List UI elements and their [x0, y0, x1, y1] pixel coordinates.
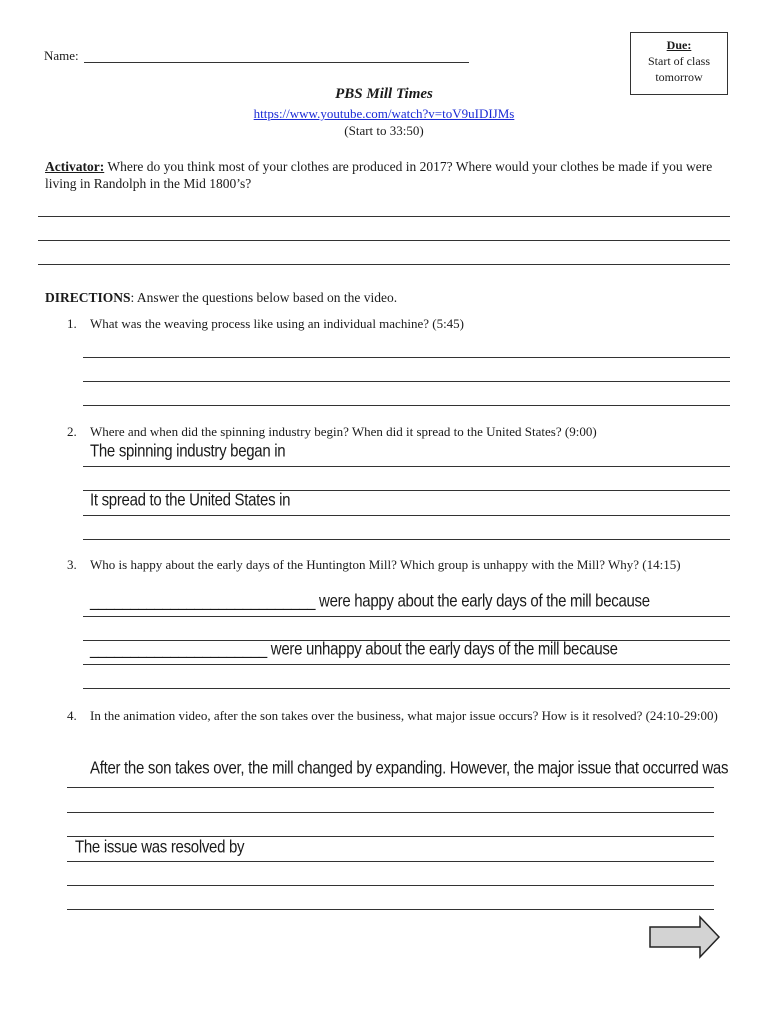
q4-answer-line-5[interactable]: [67, 885, 714, 886]
question-2-text: Where and when did the spinning industry begin? When did it spread to the United States? (9:00): [90, 424, 597, 439]
video-link-row: [0, 106, 768, 122]
question-3-number: 3.: [67, 557, 77, 572]
q4-answer-line-2[interactable]: [67, 812, 714, 813]
right-arrow-icon: [648, 915, 722, 964]
q4-answer-line-1[interactable]: [67, 787, 714, 788]
q1-answer-line-3[interactable]: [83, 405, 730, 406]
question-2-number: 2.: [67, 424, 77, 439]
q2-answer-line-3[interactable]: [83, 515, 730, 516]
q3-answer-line-1[interactable]: [83, 616, 730, 617]
name-label: Name:: [44, 48, 79, 63]
question-1-number: 1.: [67, 316, 77, 331]
q3-prompt-happy: ____________________________ were happy about the early days of the mill because: [90, 590, 650, 611]
activator-answer-line-2[interactable]: [38, 240, 730, 241]
q4-answer-line-6[interactable]: [67, 909, 714, 910]
q1-answer-line-2[interactable]: [83, 381, 730, 382]
q4-prompt-issue: After the son takes over, the mill changed by expanding. However, the major issue that occurred was: [90, 757, 729, 778]
q3-answer-line-4[interactable]: [83, 688, 730, 689]
time-range: (Start to 33:50): [344, 123, 424, 138]
video-link[interactable]: https://www.youtube.com/watch?v=toV9uIDIJMs: [253, 106, 515, 121]
question-3-text: Who is happy about the early days of the Huntington Mill? Which group is unhappy with the Mill? Why? (14:15): [90, 557, 681, 572]
name-row: [44, 48, 79, 64]
due-label: Due:: [666, 38, 692, 52]
q2-answer-line-4[interactable]: [83, 539, 730, 540]
activator-text: Where do you think most of your clothes are produced in 2017? Where would your clothes be made if you were living in Randolph in the Mid 1800’s?: [45, 159, 713, 191]
directions-label: DIRECTIONS: [45, 290, 131, 305]
activator-answer-line-3[interactable]: [38, 264, 730, 265]
q2-prompt-began: The spinning industry began in: [90, 440, 286, 461]
directions: [45, 290, 397, 306]
q4-answer-line-4[interactable]: [67, 861, 714, 862]
q2-answer-line-1[interactable]: [83, 466, 730, 467]
question-1-text: What was the weaving process like using an individual machine? (5:45): [90, 316, 465, 331]
q3-prompt-unhappy: ______________________ were unhappy about the early days of the mill because: [90, 638, 618, 659]
page-title: PBS Mill Times: [335, 86, 433, 102]
directions-text: : Answer the questions below based on the video.: [130, 290, 398, 305]
name-field[interactable]: [84, 62, 469, 63]
q1-answer-line-1[interactable]: [83, 357, 730, 358]
q4-prompt-resolved: The issue was resolved by: [75, 836, 245, 857]
activator-label: Activator:: [45, 159, 105, 174]
q3-answer-line-3[interactable]: [83, 664, 730, 665]
q2-prompt-spread: It spread to the United States in: [90, 489, 291, 510]
due-text-2: tomorrow: [655, 70, 703, 84]
activator-answer-line-1[interactable]: [38, 216, 730, 217]
due-text-1: Start of class: [648, 54, 710, 68]
activator-block: [45, 158, 725, 192]
question-4-text: In the animation video, after the son takes over the business, what major issue occurs? How is it resolved? (24:10-29:00): [90, 708, 718, 723]
question-4-number: 4.: [67, 708, 77, 723]
